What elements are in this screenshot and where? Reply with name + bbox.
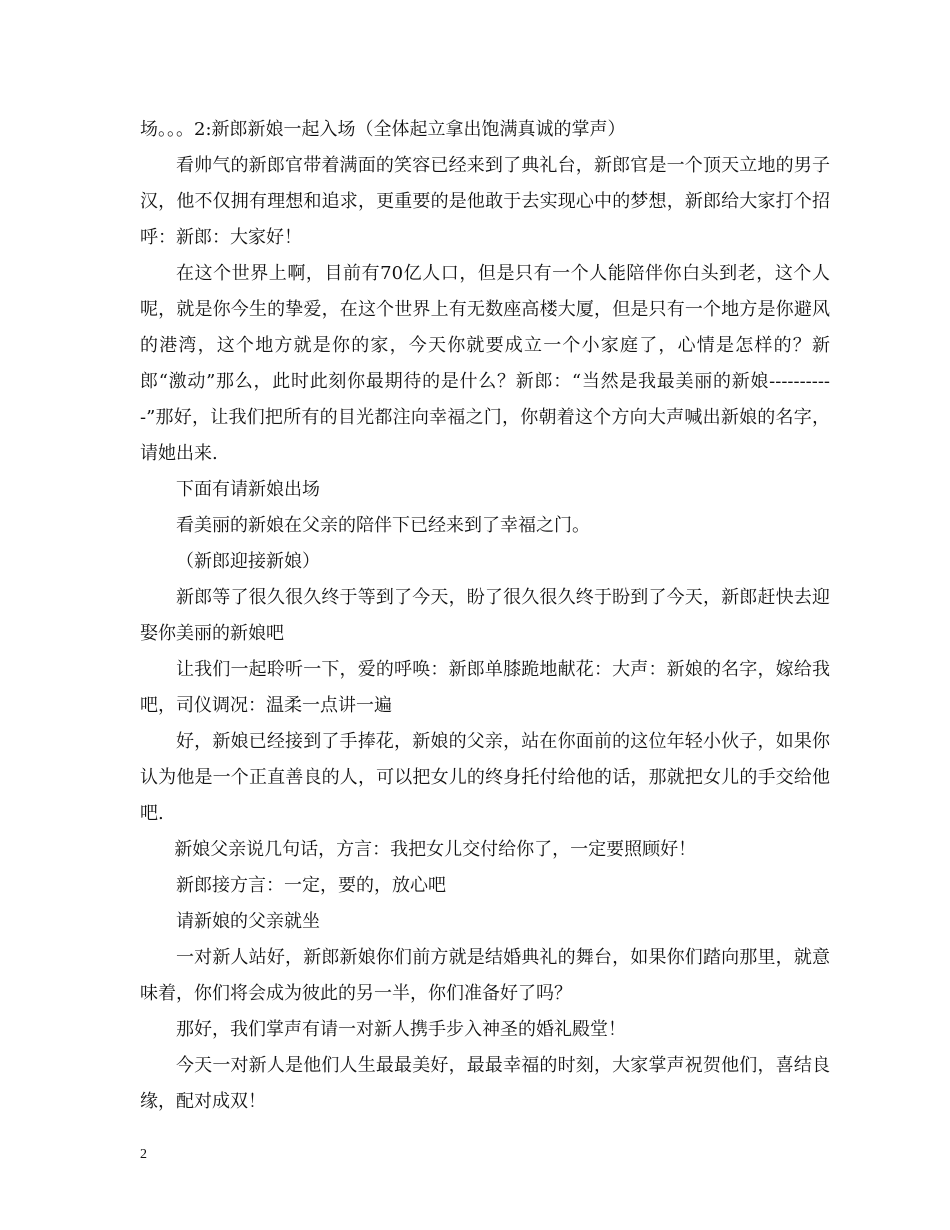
paragraph-bride-with-father: 看美丽的新娘在父亲的陪伴下已经来到了幸福之门。 — [176, 515, 590, 536]
paragraph-applause: 那好，我们掌声有请一对新人携手步入神圣的婚礼殿堂！ — [176, 1019, 626, 1040]
paragraph-father-words: 新娘父亲说几句话，方言：我把女儿交付给你了，一定要照顾好！ — [174, 839, 697, 860]
paragraph-groom-intro: 看帅气的新郎官带着满面的笑容已经来到了典礼台，新郎官是一个顶天立地的男子汉，他不仅拥有理想和追求，更重要的是他敢于去实现心中的梦想，新郎给大家打个招呼：新郎：大家好！ — [140, 155, 830, 248]
paragraph-love-call: 让我们一起聆听一下，爱的呼唤：新郎单膝跪地献花：大声：新娘的名字，嫁给我吧，司仪调况：温柔一点讲一遍 — [140, 659, 830, 716]
paragraph-groom-meets-bride: （新郎迎接新娘） — [176, 551, 320, 572]
paragraph-bride-entrance: 下面有请新娘出场 — [176, 479, 320, 500]
page-number: 2 — [140, 1147, 147, 1162]
paragraph-groom-waited: 新郎等了很久很久终于等到了今天，盼了很久很久终于盼到了今天，新郎赶快去迎娶你美丽的新娘吧 — [140, 587, 830, 644]
paragraph-entrance-heading: 场。。。2:新郎新娘一起入场（全体起立拿出饱满真诚的掌声） — [140, 119, 626, 140]
paragraph-father-seated: 请新娘的父亲就坐 — [176, 911, 320, 932]
document-body — [140, 112, 830, 1120]
paragraph-father-handover: 好，新娘已经接到了手捧花，新娘的父亲，站在你面前的这位年轻小伙子，如果你认为他是一个正直善良的人，可以把女儿的终身托付给他的话，那就把女儿的手交给他吧. — [140, 731, 830, 824]
paragraph-groom-reply: 新郎接方言：一定，要的，放心吧 — [176, 875, 446, 896]
paragraph-congratulations: 今天一对新人是他们人生最最美好，最最幸福的时刻，大家掌声祝贺他们，喜结良缘，配对成双！ — [140, 1055, 830, 1112]
paragraph-world-speech: 在这个世界上啊，目前有70亿人口，但是只有一个人能陪伴你白头到老，这个人呢，就是你今生的挚爱，在这个世界上有无数座高楼大厦，但是只有一个地方是你避风的港湾，这个地方就是你的家，今天你就要成立一个小家庭了，心情是怎样的？新郎“激动”那么，此时此刻你最期待的是什么？新郎：“当然是我最美丽的新娘-----------”那好，让我们把所有的目光都注向幸福之门，你朝着这个方向大声喊出新娘的名字，请她出来. — [140, 263, 830, 464]
paragraph-couple-stage: 一对新人站好，新郎新娘你们前方就是结婚典礼的舞台，如果你们踏向那里，就意味着，你们将会成为彼此的另一半，你们准备好了吗？ — [140, 947, 830, 1004]
